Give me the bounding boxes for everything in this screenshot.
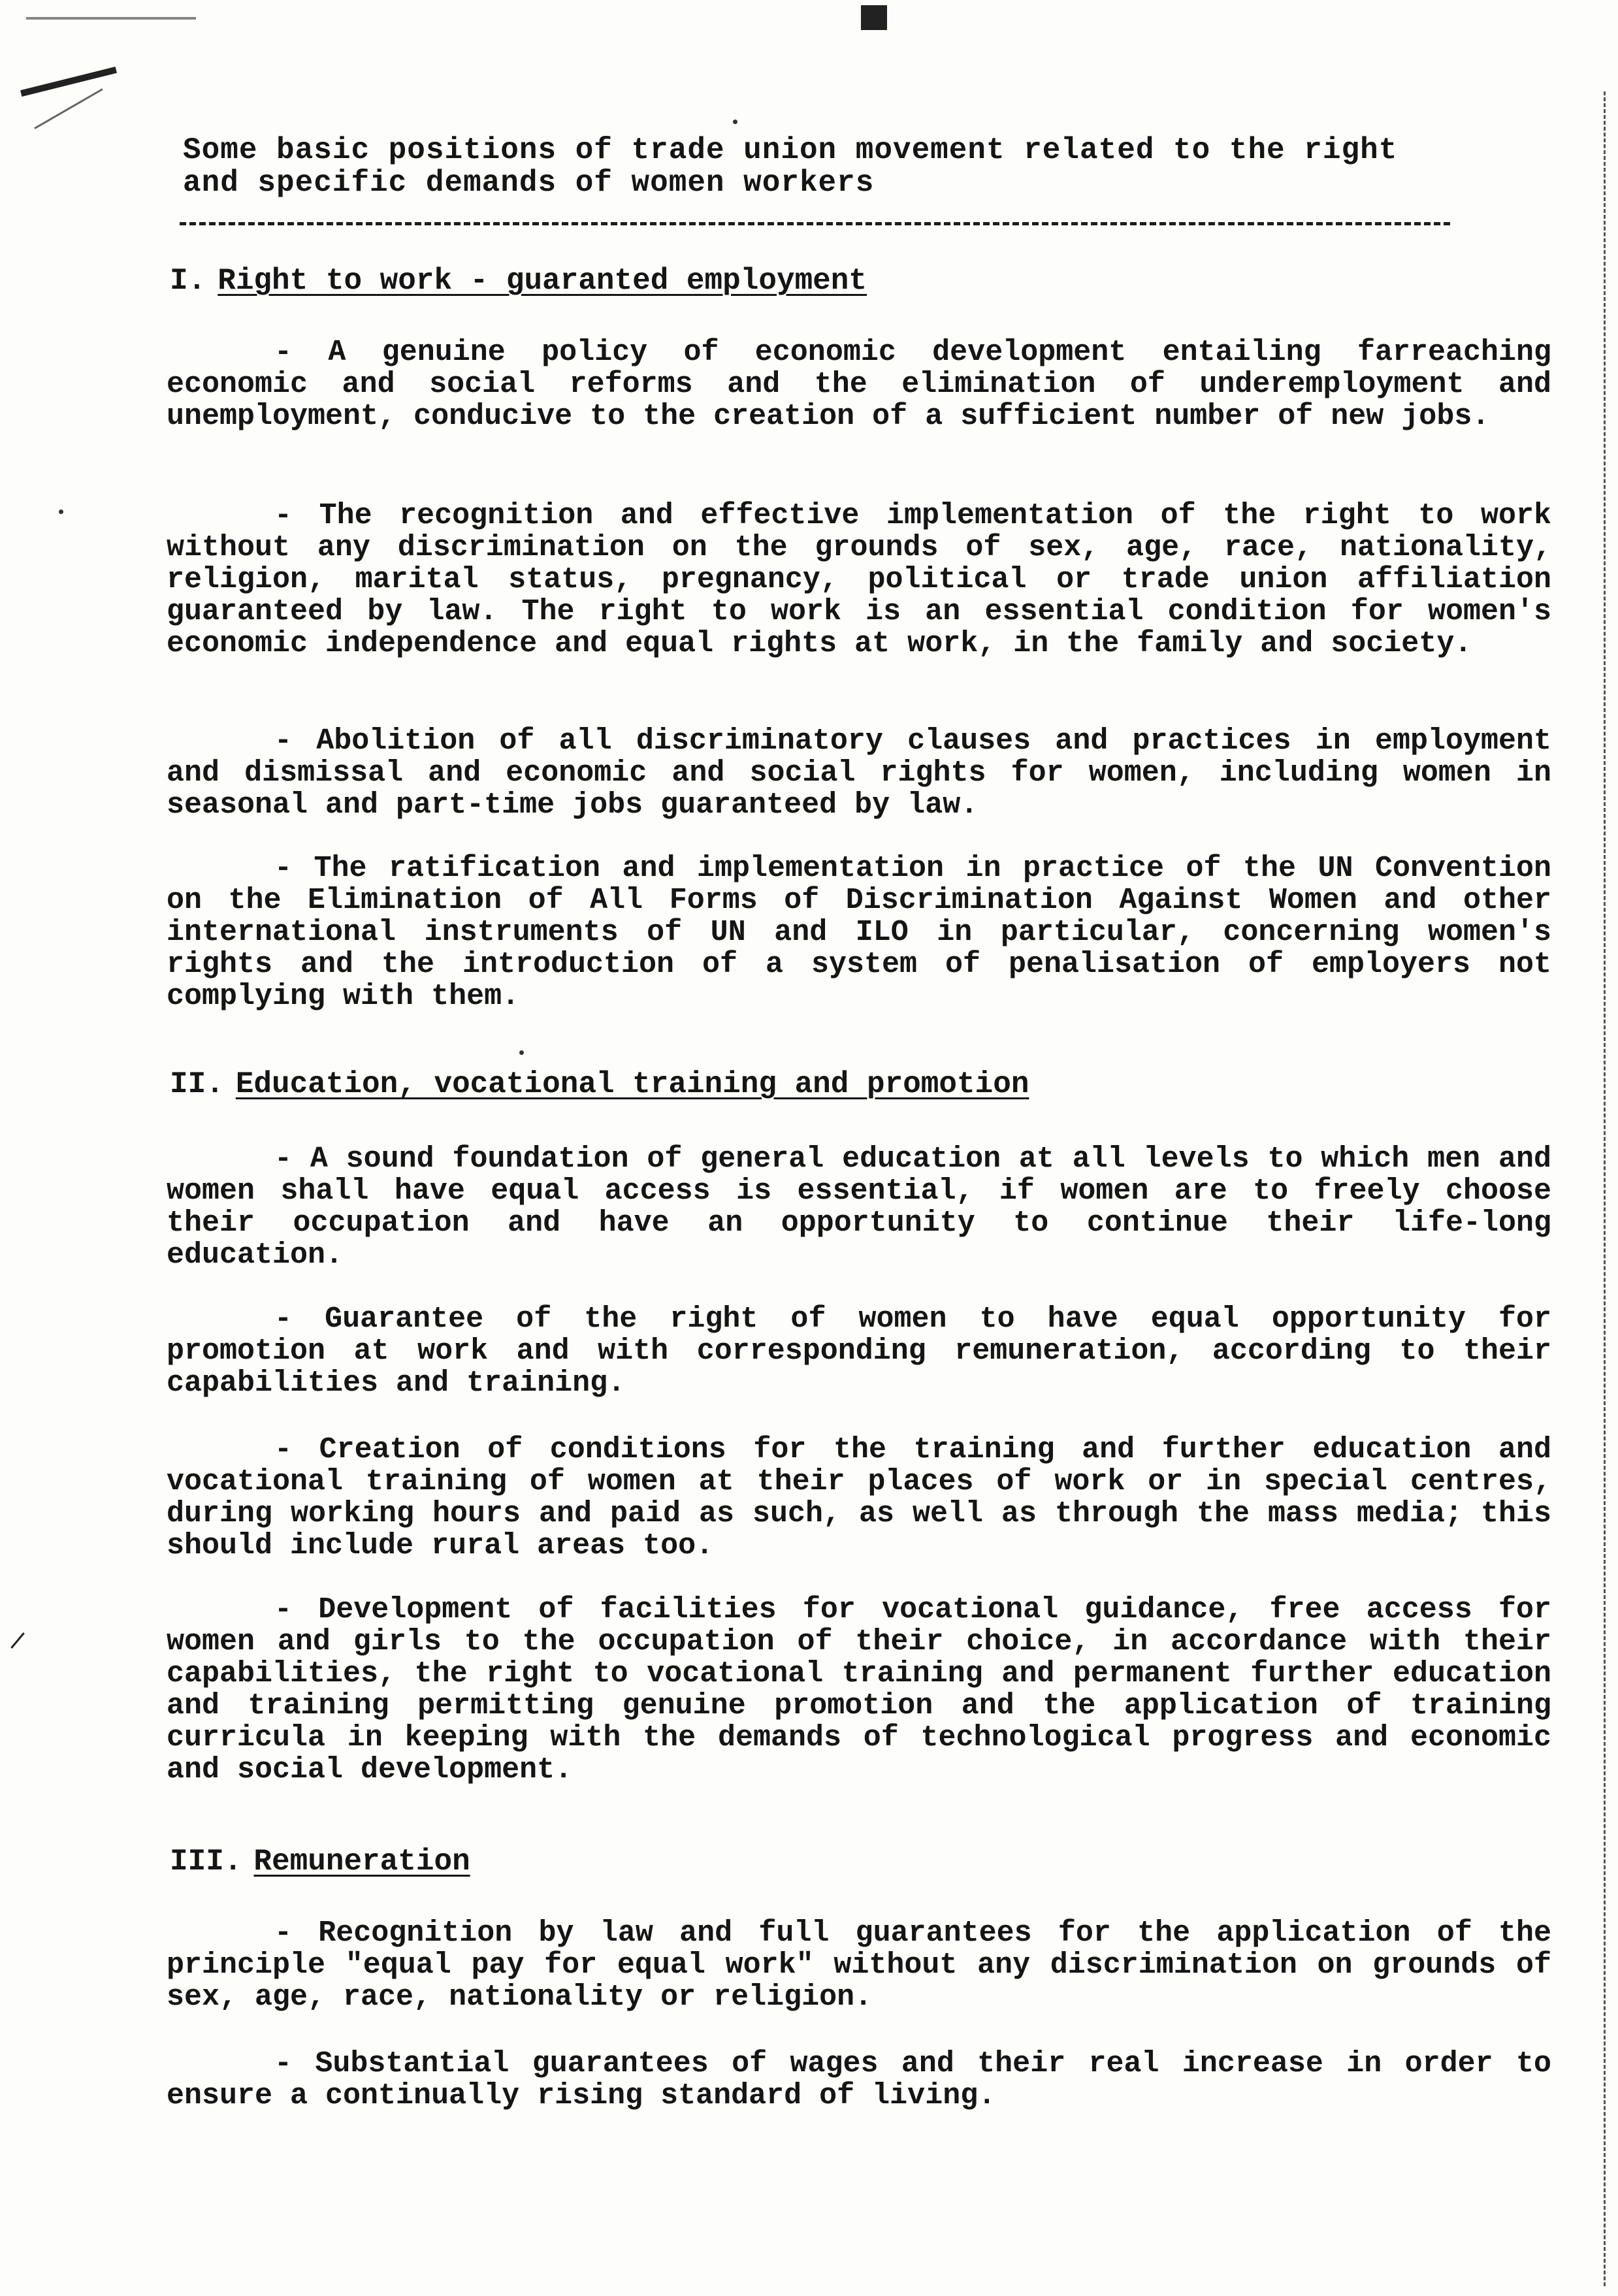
scan-edge-line [1604, 91, 1606, 2286]
section-heading-right-to-work [170, 265, 867, 297]
scan-speck [733, 120, 737, 124]
paragraph: - The recognition and effective implementation of the right to work without any discrimination on the grounds of sex, age, race, nationality, religion, marital status, pregnancy, political or trade union affiliation guaranteed by law. The right to work is an essential condition for women's economic independence and equal rights at work, in the family and society. [167, 499, 1551, 660]
paragraph: - The ratification and implementation in practice of the UN Convention on the Elimination of All Forms of Discrimination Against Women and other international instruments of UN and ILO in particular, concerning women's rights and the introduction of a system of penalisation of employers not complying with them. [167, 852, 1551, 1013]
scan-speck [519, 1050, 524, 1055]
paragraph: - Abolition of all discriminatory clauses and practices in employment and dismissal and economic and social rights for women, including women in seasonal and part-time jobs guaranteed by law. [167, 724, 1551, 822]
section-heading-education [170, 1068, 1029, 1101]
section-heading-remuneration [170, 1845, 470, 1878]
section-title: Right to work - guaranted employment [218, 264, 867, 298]
document-title: Some basic positions of trade union movement related to the right and specific demands of women workers [183, 133, 1398, 200]
scan-mark-stroke [20, 67, 117, 97]
scan-speck [59, 509, 63, 514]
paragraph: - A sound foundation of general education at all levels to which men and women shall have equal access is essential, if women are to freely choose their occupation and have an opportunity to continue their life-long education. [167, 1142, 1551, 1272]
paragraph: - Recognition by law and full guarantees for the application of the principle "equal pay for equal work" without any discrimination on grounds of sex, age, race, nationality or religion. [167, 1916, 1551, 2014]
scan-mark-top-center [861, 5, 887, 30]
section-number: III. [170, 1845, 242, 1879]
scan-mark-stroke-thin [34, 88, 103, 129]
paragraph: - Creation of conditions for the training and further education and vocational training of women at their places of work or in special centres, during working hours and paid as such, as well as through the mass media; this should include rural areas too. [167, 1433, 1551, 1562]
section-number: I. [170, 264, 206, 298]
scan-mark-top-left [26, 17, 196, 20]
section-number: II. [170, 1067, 224, 1101]
section-title: Education, vocational training and promotion [235, 1067, 1029, 1101]
title-underline-rule [180, 222, 1450, 225]
paragraph: - A genuine policy of economic development entailing farreaching economic and social reforms and the elimination of underemployment and unemployment, conducive to the creation of a sufficient number of new jobs. [167, 336, 1551, 433]
scan-mark-left-tick [10, 1632, 25, 1649]
paragraph: - Guarantee of the right of women to have equal opportunity for promotion at work and with corresponding remuneration, according to their capabilities and training. [167, 1302, 1551, 1400]
section-title: Remuneration [253, 1845, 470, 1879]
paragraph: - Substantial guarantees of wages and their real increase in order to ensure a continually rising standard of living. [167, 2047, 1551, 2112]
paragraph: - Development of facilities for vocational guidance, free access for women and girls to the occupation of their choice, in accordance with their capabilities, the right to vocational training and permanent further education and training permitting genuine promotion and the application of training curricula in keeping with the demands of technological progress and economic and social development. [167, 1593, 1551, 1787]
